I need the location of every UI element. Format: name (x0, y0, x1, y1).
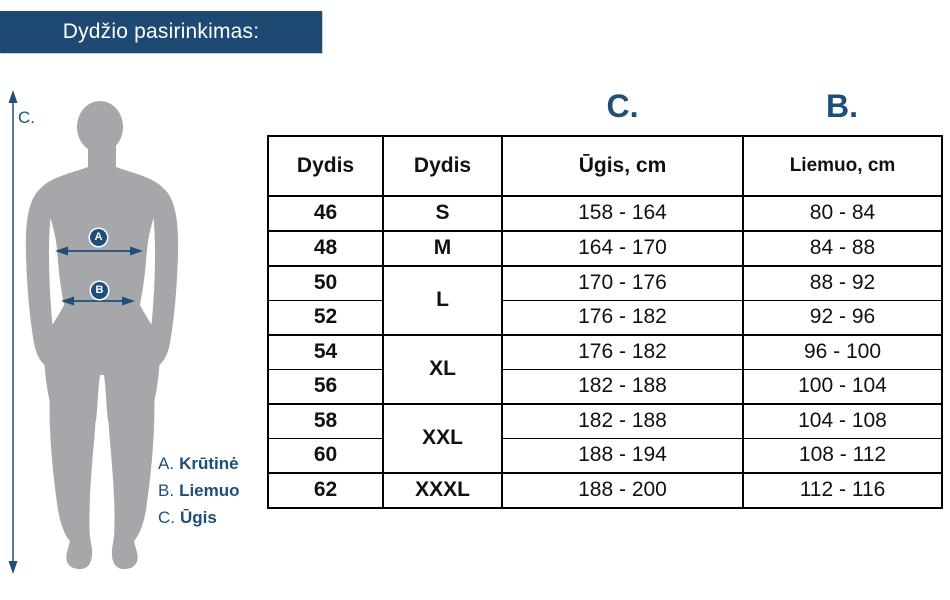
height-arrow-icon (9, 90, 18, 574)
table-row (268, 231, 942, 266)
height-range-cell: 176 - 182 (502, 335, 743, 370)
table-row (268, 370, 942, 405)
legend-letter: B. (158, 480, 175, 500)
size-intl-cell: L (383, 266, 502, 335)
height-range-cell: 164 - 170 (502, 231, 743, 266)
size-eu-cell: 54 (268, 335, 383, 370)
size-eu-cell: 48 (268, 231, 383, 266)
waist-range-cell: 96 - 100 (743, 335, 942, 370)
waist-column-marker: B. (826, 87, 858, 124)
height-range-cell: 182 - 188 (502, 404, 743, 439)
table-row (268, 404, 942, 439)
size-intl-cell: S (383, 196, 502, 231)
waist-range-cell: 112 - 116 (743, 473, 942, 508)
waist-range-cell: 92 - 96 (743, 301, 942, 336)
legend-name: Liemuo (179, 480, 240, 500)
height-range-cell: 176 - 182 (502, 301, 743, 336)
legend-item-height (158, 504, 240, 531)
table-row (268, 439, 942, 474)
legend-name: Krūtinė (179, 453, 239, 473)
height-range-cell: 188 - 200 (502, 473, 743, 508)
size-intl-cell: XXXL (383, 473, 502, 508)
waist-range-cell: 108 - 112 (743, 439, 942, 474)
measurement-legend (158, 450, 240, 531)
height-range-cell: 182 - 188 (502, 370, 743, 405)
height-range-cell: 170 - 176 (502, 266, 743, 301)
size-intl-cell: M (383, 231, 502, 266)
header-height: Ūgis, cm (502, 136, 743, 196)
size-table (267, 135, 943, 509)
header-size-eu: Dydis (268, 136, 383, 196)
size-eu-cell: 60 (268, 439, 383, 474)
legend-letter: C. (158, 507, 175, 527)
waist-badge: B (91, 282, 108, 299)
height-axis-label: C. (18, 108, 35, 127)
table-header-row (268, 136, 942, 196)
legend-letter: A. (158, 453, 175, 473)
size-intl-cell: XL (383, 335, 502, 404)
page-title-label: Dydžio pasirinkimas: (62, 20, 260, 43)
table-row (268, 301, 942, 336)
waist-range-cell: 80 - 84 (743, 196, 942, 231)
chest-badge: A (90, 229, 107, 246)
table-row (268, 266, 942, 301)
table-row (268, 196, 942, 231)
height-range-cell: 188 - 194 (502, 439, 743, 474)
height-range-cell: 158 - 164 (502, 196, 743, 231)
waist-range-cell: 88 - 92 (743, 266, 942, 301)
header-size-intl: Dydis (383, 136, 502, 196)
waist-range-cell: 100 - 104 (743, 370, 942, 405)
waist-range-cell: 104 - 108 (743, 404, 942, 439)
header-waist: Liemuo, cm (743, 136, 942, 196)
size-eu-cell: 58 (268, 404, 383, 439)
size-intl-cell: XXL (383, 404, 502, 473)
table-row (268, 473, 942, 508)
legend-item-chest (158, 450, 240, 477)
size-eu-cell: 46 (268, 196, 383, 231)
size-eu-cell: 62 (268, 473, 383, 508)
human-silhouette-icon (26, 101, 178, 569)
size-eu-cell: 56 (268, 370, 383, 405)
legend-item-waist (158, 477, 240, 504)
legend-name: Ūgis (180, 507, 217, 527)
waist-range-cell: 84 - 88 (743, 231, 942, 266)
size-eu-cell: 50 (268, 266, 383, 301)
table-row (268, 335, 942, 370)
height-column-marker: C. (606, 87, 639, 124)
size-eu-cell: 52 (268, 301, 383, 336)
page-title (0, 11, 322, 53)
